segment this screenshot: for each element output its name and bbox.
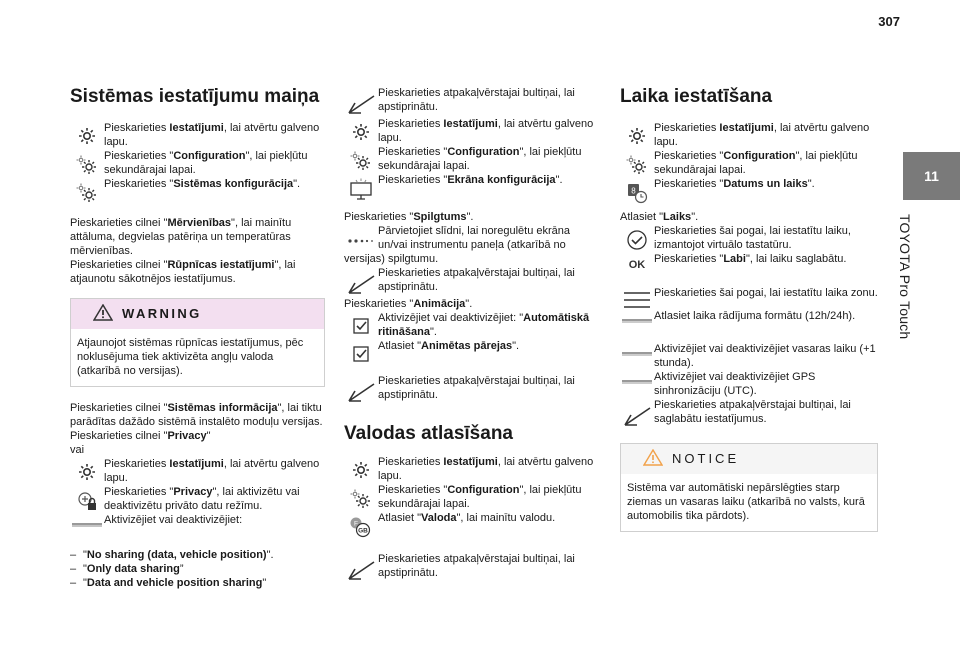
step-text: Pārvietojiet slīdni, lai noregulētu ekrāna un/vai instrumentu paneļa (atkarībā no (378, 225, 571, 251)
gears-icon (70, 177, 104, 204)
text-run: , lai atvērtu galveno lapu. (378, 118, 594, 144)
paragraph-or: vai (70, 444, 85, 456)
text-run: ", lai piekļūtu sekundārajai lapai. (654, 150, 858, 176)
list-item (70, 562, 325, 576)
bold-term: Automātiskā ritināšana (378, 312, 590, 338)
step-text (378, 511, 602, 525)
list-text (83, 548, 274, 562)
notice-box (620, 443, 878, 532)
ok-icon (620, 252, 654, 272)
date-time-icon-number: 8 (631, 186, 636, 196)
text-run: Pieskarieties atpakaļvērstajai bultiņai, lai apstiprinātu. (378, 267, 575, 293)
step-text (654, 309, 878, 323)
text-run: Pieskarieties " (654, 178, 724, 190)
step-gps (620, 370, 878, 398)
gear-icon (70, 457, 104, 482)
step-settings-2 (70, 457, 325, 485)
checkbox-icon (344, 339, 378, 362)
chapter-tab[interactable]: 11 (903, 152, 960, 200)
text-run: Pieskarieties " (378, 484, 448, 496)
step-date-time (620, 177, 878, 204)
section-title-system: Sistēmas iestatījumu maiņa (70, 86, 320, 107)
step-privacy (70, 485, 325, 513)
text-run: Pieskarieties atpakaļvērstajai bultiņai, lai apstiprinātu. (378, 87, 575, 113)
step-text (378, 311, 602, 339)
text-run: " (262, 577, 267, 589)
bold-term: Iestatījumi (443, 118, 498, 130)
text-run: Atlasiet " (378, 340, 422, 352)
step-text (378, 483, 602, 511)
text-run: ". (429, 326, 437, 338)
text-run: Aktivizējiet vai deaktivizējiet: (104, 514, 243, 526)
column-time-settings (620, 86, 878, 532)
step-back (344, 266, 602, 297)
text-run: Pieskarieties " (378, 146, 448, 158)
bold-term: Animācija (413, 298, 466, 310)
list-text (83, 562, 184, 576)
checkbox-icon (344, 311, 378, 334)
warning-header (71, 299, 324, 329)
text-run: Atlasiet laika rādījuma formātu (12h/24h). (654, 310, 856, 322)
bold-term: Data and vehicle position sharing (86, 577, 263, 589)
step-text (654, 342, 878, 370)
bold-term: Sistēmas informācija (167, 402, 278, 414)
text-run: Pieskarieties šai pogai, lai iestatītu laika zonu. (654, 287, 878, 299)
text-run: Pieskarieties (378, 118, 444, 130)
text-run: ", lai aktivizētu vai deaktivizētu privāto datu režīmu. (104, 486, 300, 512)
page-number: 307 (878, 14, 900, 29)
text-run: , lai atvērtu galveno lapu. (654, 122, 870, 148)
back-arrow-icon (344, 374, 378, 405)
step-checkbox (344, 339, 602, 362)
step-text (104, 485, 325, 513)
list-text (83, 576, 266, 590)
paragraph-units (70, 216, 325, 258)
keyboard-check-icon (620, 224, 654, 251)
step-summer-time (620, 342, 878, 370)
step-text (378, 117, 602, 145)
column-display-settings (344, 86, 602, 583)
warning-title: WARNING (122, 306, 202, 321)
bold-term: Configuration (447, 146, 520, 158)
text-run: ". (266, 549, 274, 561)
bold-term: Iestatījumi (169, 458, 224, 470)
text-run: Pieskarieties " (378, 174, 448, 186)
text-run: ". (512, 340, 520, 352)
slider-dots-icon (344, 224, 378, 245)
step-text (378, 145, 602, 173)
paragraph-brightness (344, 210, 602, 224)
text-run: ", lai atjaunotu sākotnējos iestatījumus. (70, 259, 296, 285)
step-text (378, 173, 602, 187)
screen-icon (344, 173, 378, 200)
toggle-bar-icon (620, 370, 654, 385)
step-text (654, 121, 878, 149)
step-back (344, 86, 602, 117)
text-run: ". (465, 298, 473, 310)
text-run: ", lai mainītu attāluma, degvielas patēriņa un temperatūras mērvienības. (70, 217, 292, 257)
step-text (378, 266, 602, 294)
bold-term: Iestatījumi (719, 122, 774, 134)
list-dash: – (70, 549, 77, 561)
step-ok (620, 252, 878, 272)
step-text (654, 177, 878, 191)
back-arrow-icon (344, 86, 378, 117)
text-run: ” (179, 563, 184, 575)
step-system-config (70, 177, 325, 204)
text-run: ". (466, 211, 474, 223)
text-run: Pieskarieties (654, 122, 720, 134)
text-run: Aktivizējiet vai deaktivizējiet GPS sinhronizāciju (UTC). (654, 371, 816, 397)
step-text (378, 86, 602, 114)
notice-header (621, 444, 877, 474)
bold-term: Valoda (421, 512, 457, 524)
paragraph-system-info (70, 401, 325, 429)
text-run: Pieskarieties atpakaļvērstajai bultiņai, lai apstiprinātu. (378, 553, 575, 579)
language-icon-letter-f: F (354, 520, 358, 528)
list-dash: – (70, 577, 77, 589)
text-run: , lai atvērtu galveno lapu. (378, 456, 594, 482)
step-text (654, 398, 878, 426)
step-settings (70, 121, 325, 149)
step-time-zone (620, 286, 878, 309)
step-back (344, 374, 602, 405)
step-configuration (344, 145, 602, 173)
bold-term: Spilgtums (413, 211, 467, 223)
notice-text: Sistēma var automātiski nepārslēgties starp ziemas un vasaras laiku (atkarībā no valsts, kurā automobilis tika pārdots). (627, 482, 865, 522)
language-icon-letter-gb: GB (358, 527, 368, 535)
step-back (620, 398, 878, 429)
section-title-time: Laika iestatīšana (620, 86, 773, 107)
toggle-bar-icon (620, 309, 654, 324)
bold-term: Iestatījumi (443, 456, 498, 468)
step-text (654, 149, 878, 177)
step-back (344, 552, 602, 583)
ok-label: OK (628, 259, 646, 271)
text-run: ", lai mainītu valodu. (456, 512, 556, 524)
step-toggle (70, 513, 325, 530)
bold-term: Sistēmas konfigurācija (173, 178, 294, 190)
list-dash: – (70, 563, 77, 575)
text-run: Aktivizējiet vai deaktivizējiet vasaras laiku (+1 stunda). (654, 343, 876, 369)
step-text-continued: versijas) spilgtumu. (344, 253, 439, 265)
text-run: Pieskarieties cilnei " (70, 259, 168, 271)
text-run: " (83, 563, 87, 575)
step-settings (344, 117, 602, 145)
text-run: Pieskarieties " (344, 211, 414, 223)
step-configuration (620, 149, 878, 177)
text-run: Pieskarieties " (654, 253, 724, 265)
step-configuration (344, 483, 602, 511)
step-text (378, 374, 602, 402)
bold-term: Rūpnīcas iestatījumi (167, 259, 275, 271)
step-text (104, 149, 325, 177)
bold-term: Animētas pārejas (421, 340, 513, 352)
bold-term: Configuration (173, 150, 246, 162)
paragraph-time (620, 210, 878, 224)
gears-icon (70, 149, 104, 176)
privacy-lock-icon (70, 485, 104, 512)
step-text (654, 370, 878, 398)
back-arrow-icon (344, 266, 378, 297)
gear-icon (344, 455, 378, 480)
text-run: Pieskarieties " (104, 486, 174, 498)
toggle-bar-icon (620, 342, 654, 357)
step-keyboard (620, 224, 878, 252)
step-text (104, 177, 325, 191)
text-run: " (83, 549, 87, 561)
step-display-config (344, 173, 602, 200)
paragraph-factory (70, 258, 325, 286)
bold-term: Ekrāna konfigurācija (447, 174, 556, 186)
text-run: " (206, 430, 211, 442)
step-settings (620, 121, 878, 149)
step-text (654, 224, 878, 252)
paragraph-animation (344, 297, 602, 311)
text-run: Pieskarieties atpakaļvērstajai bultiņai, lai apstiprinātu. (378, 375, 575, 401)
toggle-bar-icon (70, 513, 104, 530)
gears-icon (344, 483, 378, 510)
text-run: ". (293, 178, 301, 190)
step-text (378, 552, 602, 580)
text-run: Pieskarieties cilnei " (70, 402, 168, 414)
bold-term: Configuration (723, 150, 796, 162)
paragraph-privacy (70, 429, 325, 443)
text-run: Aktivizējiet vai deaktivizējiet: " (378, 312, 524, 324)
step-text (104, 457, 325, 485)
text-run: Pieskarieties cilnei " (70, 217, 168, 229)
text-run: ", lai laiku saglabātu. (745, 253, 847, 265)
text-run: , lai atvērtu galveno lapu. (104, 458, 320, 484)
text-run: Pieskarieties atpakaļvērstajai bultiņai, lai saglabātu iestatījumus. (654, 399, 851, 425)
text-run: ", lai piekļūtu sekundārajai lapai. (378, 484, 582, 510)
text-run: Pieskarieties cilnei " (70, 430, 168, 442)
list-item (70, 548, 325, 562)
gear-icon (620, 121, 654, 146)
text-run: , lai atvērtu galveno lapu. (104, 122, 320, 148)
text-run: Pieskarieties (104, 122, 170, 134)
step-language (344, 511, 602, 538)
text-run: Atlasiet " (620, 211, 664, 223)
notice-icon (643, 449, 663, 469)
step-text (104, 121, 325, 149)
bold-term: Privacy (173, 486, 213, 498)
menu-lines-icon (620, 286, 654, 309)
text-run: " (83, 577, 87, 589)
step-settings (344, 455, 602, 483)
bold-term: Labi (723, 253, 746, 265)
warning-box (70, 298, 325, 387)
text-run: ", lai piekļūtu sekundārajai lapai. (378, 146, 582, 172)
text-run: ". (691, 211, 699, 223)
step-configuration (70, 149, 325, 177)
text-run: Atlasiet " (378, 512, 422, 524)
bold-term: Configuration (447, 484, 520, 496)
gears-icon (344, 145, 378, 172)
warning-text: Atjaunojot sistēmas rūpnīcas iestatījumus, pēc noklusējuma tiek aktivizēta angļu valoda (atkarībā no versijas). (77, 337, 304, 377)
warning-icon (93, 304, 113, 324)
text-run: Pieskarieties " (104, 150, 174, 162)
bold-term: Mērvienības (167, 217, 232, 229)
step-slider (344, 224, 602, 252)
text-run: ". (807, 178, 815, 190)
text-run: Pieskarieties (104, 458, 170, 470)
text-run: Pieskarieties " (654, 150, 724, 162)
bold-term: Privacy (167, 430, 207, 442)
bold-term: Laiks (663, 211, 692, 223)
bold-term: Iestatījumi (169, 122, 224, 134)
bold-term: Datums un laiks (723, 178, 808, 190)
back-arrow-icon (620, 398, 654, 429)
notice-title: NOTICE (672, 451, 740, 466)
language-icon (344, 511, 378, 538)
step-text (378, 339, 602, 353)
step-checkbox (344, 311, 602, 339)
bold-term: Only data sharing (86, 563, 180, 575)
back-arrow-icon (344, 552, 378, 583)
text-run: Pieskarieties " (344, 298, 414, 310)
gear-icon (344, 117, 378, 142)
text-run: ". (555, 174, 563, 186)
gears-icon (620, 149, 654, 176)
text-run: ", lai piekļūtu sekundārajai lapai. (104, 150, 308, 176)
chapter-label: TOYOTA Pro Touch (897, 214, 913, 340)
step-text (378, 455, 602, 483)
step-text (654, 252, 878, 266)
step-text (104, 513, 325, 527)
step-format (620, 309, 878, 324)
text-run: ", lai tiktu parādītas dažādo sistēmā instalēto moduļu versijas. (70, 402, 323, 428)
column-system-settings (70, 86, 325, 590)
gear-icon (70, 121, 104, 146)
section-title-language: Valodas atlasīšana (344, 423, 513, 444)
list-item (70, 576, 325, 590)
step-text (654, 286, 878, 300)
date-time-icon (620, 177, 654, 204)
bold-term: No sharing (data, vehicle position) (86, 549, 267, 561)
text-run: Pieskarieties (378, 456, 444, 468)
text-run: Pieskarieties " (104, 178, 174, 190)
text-run: Pieskarieties šai pogai, lai iestatītu laiku, izmantojot virtuālo tastatūru. (654, 225, 851, 251)
